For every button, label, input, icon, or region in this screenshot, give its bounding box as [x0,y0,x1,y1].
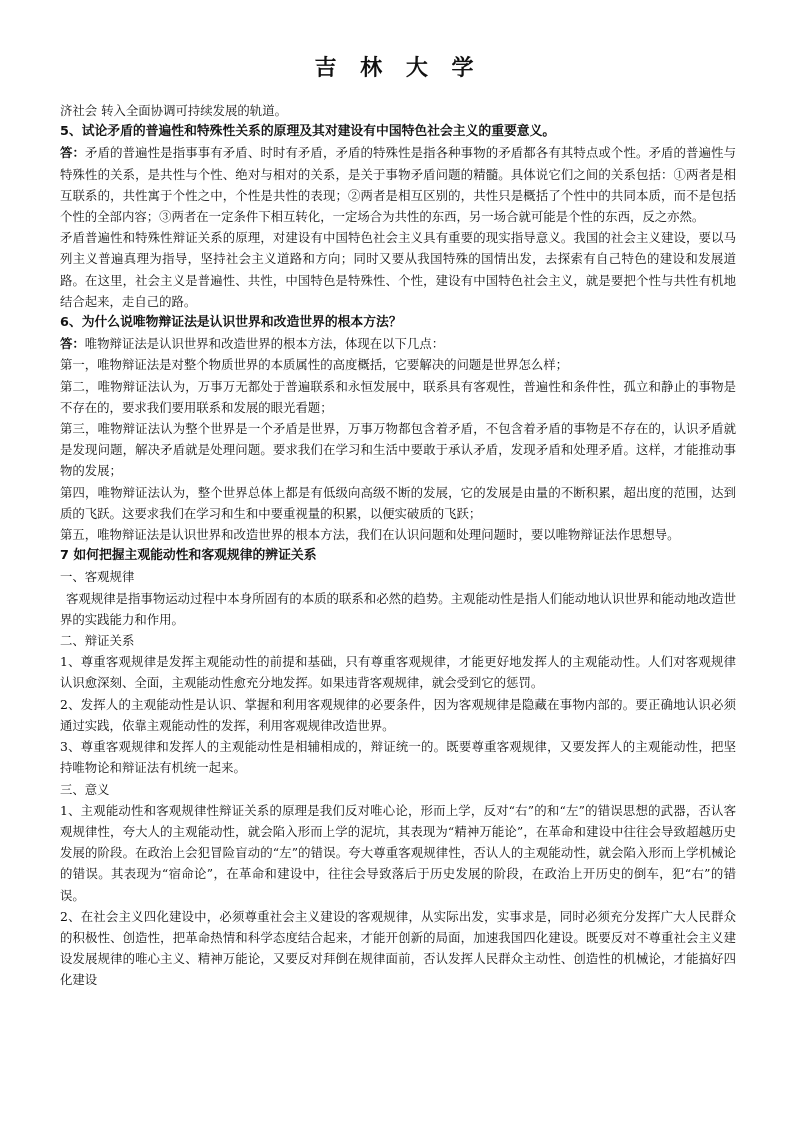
paragraph [60,100,736,121]
document-page [60,52,736,991]
question-heading [60,121,736,142]
paragraph-text: 1、主观能动性和客观规律性辩证关系的原理是我们反对唯心论，形而上学，反对“右”的和“左”的错误思想的武器，否认客观规律性，夸大人的主观能动性，就会陷入形而上学的泥坑，其表现为“精神万能论”，在革命和建设中往往会导致超越历史发展的阶段。在政治上会犯冒险盲动的“左”的错误。夸大尊重客观规律性，否认人的主观能动性，就会陷入形而上学机械论的错误。其表现为“宿命论”，在革命和建设中，往往会导致落后于历史发展的阶段，在政治上开历史的倒车，犯“右”的错误。 [60,802,736,903]
paragraph [60,376,736,418]
paragraph-text: 第一，唯物辩证法是对整个物质世界的本质属性的高度概括，它要解决的问题是世界怎么样； [60,357,569,373]
section-heading-text: 二、辩证关系 [60,633,135,649]
section-heading [60,630,736,651]
question-text: 6、为什么说唯物辩证法是认识世界和改造世界的根本方法？ [60,315,402,331]
paragraph-text: 2、发挥人的主观能动性是认识、掌握和利用客观规律的必要条件，因为客观规律是隐藏在事物内部的。要正确地认识必须通过实践，依靠主观能动性的发挥，利用客观规律改造世界。 [60,696,736,733]
paragraph [60,651,736,693]
paragraph-text: 3、尊重客观规律和发挥人的主观能动性是相辅相成的，辩证统一的。既要尊重客观规律，又要发挥人的主观能动性，把坚持唯物论和辩证法有机统一起来。 [60,739,736,776]
paragraph [60,227,736,312]
paragraph-text: 济社会 转入全面协调可持续发展的轨道。 [60,103,287,118]
question-heading [60,312,736,333]
page-title: 吉 林 大 学 [314,56,482,81]
answer-label: 答： [60,336,85,352]
answer-text: 矛盾的普遍性是指事事有矛盾、时时有矛盾，矛盾的特殊性是指各种事物的矛盾都各有其特点或个性。矛盾的普遍性与特殊性的关系，是共性与个性、绝对与相对的关系，是关于事物矛盾问题的精髓。具体说它们之间的关系包括：①两者是相互联系的，共性寓于个性之中，个性是共性的表现；②两者是相互区别的，共性只是概括了个性中的共同本质，而不是包括个性的全部内容；③两者在一定条件下相互转化，一定场合为共性的东西，另一场合就可能是个性的东西，反之亦然。 [60,145,737,225]
section-heading [60,779,736,800]
paragraph [60,354,736,375]
paragraph-text: 第二，唯物辩证法认为，万事万无都处于普遍联系和永恒发展中，联系具有客观性，普遍性和条件性，孤立和静止的事物是不存在的，要求我们要用联系和发展的眼光看题； [60,378,736,415]
paragraph-text: 第四，唯物辩证法认为，整个世界总体上都是有低级向高级不断的发展，它的发展是由量的不断积累，超出度的范围，达到质的飞跃。这要求我们在学习和生和中要重视量的积累，以便实破质的飞跃； [60,484,736,521]
paragraph [60,800,736,906]
answer-text: 唯物辩证法是认识世界和改造世界的根本方法，体现在以下几点： [84,336,445,352]
question-text: 5、试论矛盾的普遍性和特殊性关系的原理及其对建设有中国特色社会主义的重要意义。 [60,124,556,140]
paragraph [60,418,736,482]
answer-paragraph [60,142,736,227]
document-body [60,100,736,991]
paragraph-text: 1、尊重客观规律是发挥主观能动性的前提和基础，只有尊重客观规律，才能更好地发挥人的主观能动性。人们对客观规律认识愈深刻、全面，主观能动性愈充分地发挥。如果违背客观规律，就会受到它的惩罚。 [60,654,736,691]
answer-paragraph [60,333,736,354]
paragraph-text: 客观规律是指事物运动过程中本身所固有的本质的联系和必然的趋势。主观能动性是指人们能动地认识世界和能动地改造世界的实践能力和作用。 [60,590,736,627]
section-heading-text: 三、意义 [60,781,110,797]
answer-label: 答： [60,145,86,161]
paragraph-text: 2、在社会主义四化建设中，必须尊重社会主义建设的客观规律，从实际出发，实事求是，同时必须充分发挥广大人民群众的积极性、创造性，把革命热情和科学态度结合起来，才能开创新的局面，加速我国四化建设。既要反对不尊重社会主义建设发展规律的唯心主义、精神万能论，又要反对拜倒在规律面前，否认发挥人民群众主动性、创造性的机械论，才能搞好四化建设 [60,908,736,988]
paragraph [60,588,736,630]
paragraph [60,736,736,778]
paragraph-text: 第三，唯物辩证法认为整个世界是一个矛盾是世界，万事万物都包含着矛盾，不包含着矛盾的事物是不存在的，认识矛盾就是发现问题，解决矛盾就是处理问题。要求我们在学习和生活中要敢于承认矛盾，发现矛盾和处理矛盾。这样，才能推动事物的发展； [60,421,736,479]
section-heading-text: 一、客观规律 [60,569,135,585]
question-text: 7 如何把握主观能动性和客观规律的辨证关系 [60,548,317,564]
section-heading [60,566,736,587]
paragraph [60,694,736,736]
question-heading [60,545,736,566]
paragraph [60,906,736,991]
paragraph [60,524,736,545]
paragraph-text: 矛盾普遍性和特殊性辩证关系的原理，对建设有中国特色社会主义具有重要的现实指导意义。我国的社会主义建设，要以马列主义普遍真理为指导，坚持社会主义道路和方向；同时又要从我国特殊的国情出发，去探索有自己特色的建设和发展道路。在这里，社会主义是普遍性、共性，中国特色是特殊性、个性，建设有中国特色社会主义，就是要把个性与共性有机地结合起来，走自己的路。 [60,230,736,309]
paragraph [60,482,736,524]
paragraph-text: 第五，唯物辩证法是认识世界和改造世界的根本方法，我们在认识问题和处理问题时，要以唯物辩证法作思想导。 [60,527,680,543]
